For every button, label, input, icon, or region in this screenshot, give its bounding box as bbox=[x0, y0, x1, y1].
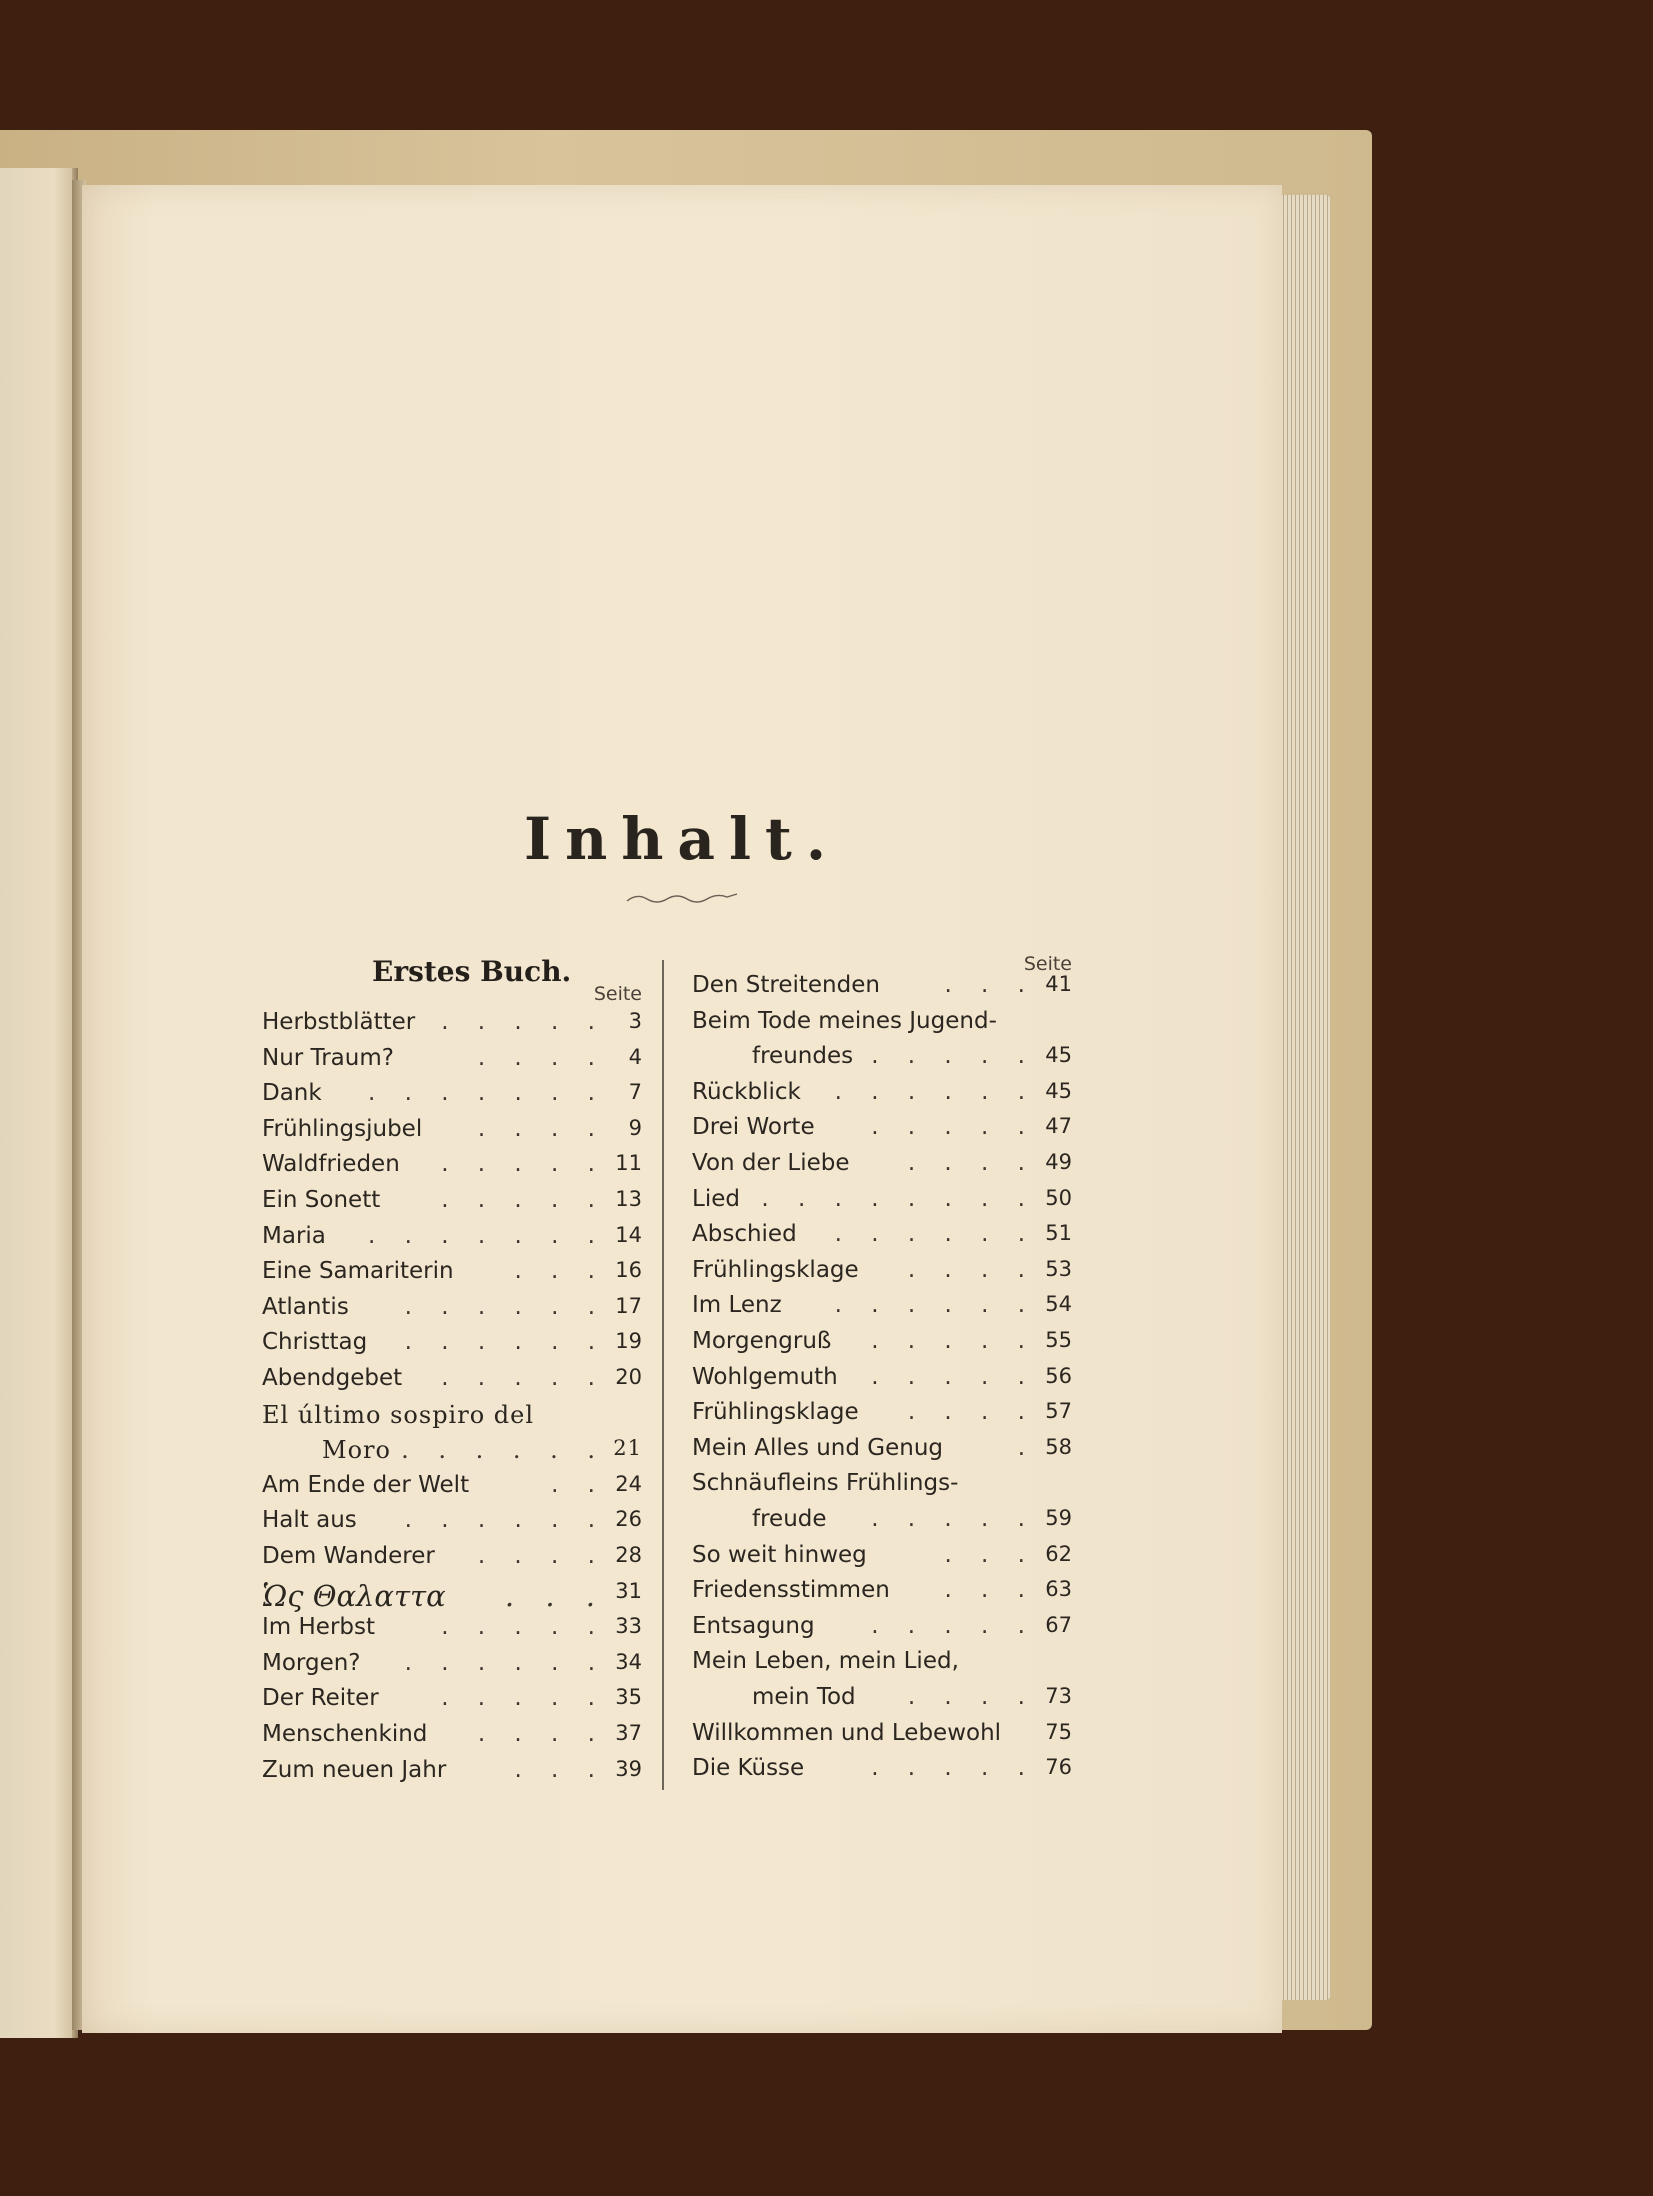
toc-entry bbox=[692, 1755, 1072, 1789]
toc-page-number: 33 bbox=[615, 1614, 642, 1639]
toc-page-number: 34 bbox=[615, 1649, 642, 1674]
toc-entry-title: Der Reiter bbox=[262, 1685, 379, 1712]
toc-leader-dots: . . . . . bbox=[441, 1009, 606, 1035]
toc-entry bbox=[262, 1507, 642, 1541]
toc-entry-title: Lied bbox=[692, 1185, 740, 1212]
toc-entry bbox=[692, 1150, 1072, 1184]
toc-entry-title: Wohlgemuth bbox=[692, 1363, 838, 1390]
toc-page-number: 7 bbox=[628, 1080, 642, 1105]
toc-entry-title: Nur Traum? bbox=[262, 1044, 394, 1071]
toc-entry-title: Entsagung bbox=[692, 1612, 815, 1639]
toc-entry-title: freude bbox=[752, 1506, 827, 1532]
toc-page-number: 35 bbox=[615, 1685, 642, 1710]
toc-entry-title: Herbstblätter bbox=[262, 1009, 416, 1035]
toc-entry-title: Abschied bbox=[692, 1221, 797, 1248]
toc-entry-title: Willkommen und Lebewohl bbox=[692, 1719, 1002, 1746]
toc-entry bbox=[692, 1399, 1072, 1433]
toc-entry-title: El último sospiro del bbox=[262, 1400, 535, 1429]
toc-page-number: 62 bbox=[1045, 1541, 1072, 1566]
toc-page-number: 49 bbox=[1045, 1150, 1072, 1174]
toc-entry bbox=[262, 1436, 642, 1470]
toc-leader-dots: . . . . . bbox=[871, 1506, 1036, 1532]
toc-entry-title: Ὡς Θαλαττα bbox=[262, 1578, 446, 1613]
toc-leader-dots: . . . bbox=[504, 1578, 606, 1613]
toc-leader-dots: . . . . . bbox=[441, 1614, 606, 1641]
toc-entry bbox=[262, 1365, 642, 1399]
toc-entry bbox=[692, 1684, 1072, 1718]
toc-leader-dots: . . . . . . . . bbox=[761, 1185, 1036, 1212]
toc-entry bbox=[692, 1114, 1072, 1148]
toc-entry bbox=[262, 1223, 642, 1257]
toc-leader-dots: . . . . bbox=[907, 1150, 1036, 1176]
column-divider bbox=[662, 960, 664, 1790]
toc-page-number: 58 bbox=[1045, 1434, 1072, 1459]
toc-entry-title: So weit hinweg bbox=[692, 1541, 867, 1568]
toc-leader-dots: . . . . . bbox=[441, 1151, 606, 1178]
toc-entry bbox=[692, 1257, 1072, 1291]
toc-page-number: 19 bbox=[615, 1329, 642, 1354]
toc-page-number: 53 bbox=[1045, 1256, 1072, 1281]
toc-entry-title: Beim Tode meines Jugend- bbox=[692, 1007, 997, 1034]
toc-leader-dots: . . . . . . . bbox=[367, 1222, 606, 1249]
toc-entry bbox=[692, 1328, 1072, 1362]
toc-entry-title: Frühlingsklage bbox=[692, 1399, 859, 1426]
toc-entry-title: Die Küsse bbox=[692, 1755, 805, 1782]
left-page-edge bbox=[0, 168, 78, 2038]
contents-page bbox=[82, 185, 1282, 2033]
toc-leader-dots: . . . . . . bbox=[834, 1221, 1036, 1248]
toc-leader-dots: . . . . . bbox=[871, 1114, 1036, 1141]
toc-entry-title: Maria bbox=[262, 1222, 326, 1249]
toc-entry-title: Ein Sonett bbox=[262, 1187, 381, 1213]
toc-leader-dots: . . . . . bbox=[871, 1755, 1036, 1782]
toc-leader-dots: . . . bbox=[514, 1258, 606, 1285]
toc-entry bbox=[692, 1043, 1072, 1077]
toc-entry bbox=[692, 1577, 1072, 1611]
toc-page-number: 47 bbox=[1045, 1114, 1072, 1139]
toc-page-number: 37 bbox=[615, 1721, 642, 1745]
toc-page-number: 45 bbox=[1045, 1043, 1072, 1068]
toc-leader-dots: . . . bbox=[514, 1756, 606, 1783]
toc-entry-title: freundes bbox=[752, 1043, 854, 1070]
toc-entry-title: Am Ende der Welt bbox=[262, 1471, 470, 1498]
toc-page-number: 54 bbox=[1045, 1292, 1072, 1317]
toc-leader-dots: . . . . . . bbox=[404, 1293, 606, 1320]
toc-page-number: 41 bbox=[1045, 972, 1072, 996]
toc-leader-dots: . . . . . bbox=[441, 1365, 606, 1391]
toc-leader-dots: . . . bbox=[944, 1541, 1036, 1568]
toc-entry-title: Zum neuen Jahr bbox=[262, 1756, 447, 1783]
toc-page-number: 21 bbox=[613, 1436, 642, 1461]
toc-entry-title: Menschenkind bbox=[262, 1721, 428, 1747]
toc-entry-title: Frühlingsklage bbox=[692, 1256, 859, 1283]
toc-page-number: 45 bbox=[1045, 1078, 1072, 1103]
toc-page-number: 63 bbox=[1045, 1577, 1072, 1602]
toc-entry-title: Christtag bbox=[262, 1329, 368, 1356]
toc-entry bbox=[692, 1186, 1072, 1220]
toc-entry-title: Friedensstimmen bbox=[692, 1577, 890, 1604]
toc-leader-dots: . . . . . bbox=[441, 1685, 606, 1712]
toc-entry-title: Drei Worte bbox=[692, 1114, 815, 1141]
toc-entry-title: Frühlingsjubel bbox=[262, 1115, 423, 1142]
toc-leader-dots: . . . bbox=[944, 972, 1036, 998]
toc-entry bbox=[262, 1650, 642, 1684]
toc-leader-dots: . . . . . bbox=[441, 1187, 606, 1213]
toc-page-number: 16 bbox=[615, 1258, 642, 1283]
toc-entry-title: Eine Samariterin bbox=[262, 1258, 454, 1285]
toc-entry-title: Waldfrieden bbox=[262, 1151, 400, 1178]
toc-entry bbox=[262, 1045, 642, 1079]
toc-leader-dots: . . . . bbox=[477, 1044, 606, 1071]
toc-entry-title: Mein Alles und Genug bbox=[692, 1434, 944, 1461]
toc-entry bbox=[692, 1435, 1072, 1469]
toc-entry-title: Morgen? bbox=[262, 1649, 361, 1676]
toc-page-number: 75 bbox=[1045, 1719, 1072, 1744]
toc-entry bbox=[692, 1364, 1072, 1398]
toc-leader-dots: . . . . . bbox=[871, 1328, 1036, 1354]
toc-leader-dots: . . . . bbox=[477, 1115, 606, 1142]
toc-entry bbox=[262, 1329, 642, 1363]
toc-leader-dots: . . . . . bbox=[871, 1612, 1036, 1639]
toc-entry-title: Morgengruß bbox=[692, 1328, 832, 1354]
toc-entry-title: Den Streitenden bbox=[692, 972, 880, 998]
toc-entry-title: Im Lenz bbox=[692, 1292, 782, 1319]
toc-leader-dots: . . . bbox=[944, 1577, 1036, 1604]
toc-entry bbox=[262, 1116, 642, 1150]
toc-page-number: 4 bbox=[628, 1044, 642, 1069]
section-heading: Erstes Buch. bbox=[372, 955, 572, 988]
toc-page-number: 26 bbox=[615, 1507, 642, 1532]
toc-leader-dots: . . . . . bbox=[871, 1043, 1036, 1070]
page-title: Inhalt. bbox=[523, 805, 841, 873]
toc-page-number: 3 bbox=[628, 1009, 642, 1033]
toc-entry bbox=[262, 1685, 642, 1719]
toc-page-number: 76 bbox=[1045, 1755, 1072, 1780]
page-column-label: Seite bbox=[593, 983, 642, 1005]
toc-entry-title: Schnäufleins Frühlings- bbox=[692, 1470, 959, 1497]
toc-entry bbox=[262, 1472, 642, 1506]
toc-entry bbox=[692, 1613, 1072, 1647]
toc-entry bbox=[692, 972, 1072, 1006]
toc-page-number: 17 bbox=[615, 1293, 642, 1318]
toc-entry-title: Abendgebet bbox=[262, 1365, 403, 1391]
page-column-label: Seite bbox=[1023, 953, 1072, 975]
toc-page-number: 67 bbox=[1045, 1612, 1072, 1637]
toc-page-number: 13 bbox=[615, 1187, 642, 1211]
page-block-edges bbox=[1280, 195, 1330, 2000]
toc-entry-title: Von der Liebe bbox=[692, 1150, 850, 1176]
toc-page-number: 73 bbox=[1045, 1684, 1072, 1708]
toc-leader-dots: . . . . bbox=[477, 1543, 606, 1569]
toc-page-number: 56 bbox=[1045, 1363, 1072, 1388]
toc-entry bbox=[262, 1294, 642, 1328]
toc-entry-title: Dank bbox=[262, 1080, 322, 1107]
toc-leader-dots: . . . . . . . bbox=[367, 1080, 606, 1107]
toc-leader-dots: . . . . . . bbox=[401, 1436, 606, 1465]
toc-entry-title: Halt aus bbox=[262, 1507, 357, 1534]
toc-page-number: 51 bbox=[1045, 1221, 1072, 1246]
toc-entry bbox=[692, 1079, 1072, 1113]
toc-leader-dots: . . bbox=[551, 1471, 606, 1498]
toc-page-number: 24 bbox=[615, 1471, 642, 1496]
toc-page-number: 57 bbox=[1045, 1399, 1072, 1424]
toc-entry bbox=[692, 1008, 1072, 1042]
toc-entry-title: Atlantis bbox=[262, 1293, 349, 1320]
toc-entry bbox=[262, 1614, 642, 1648]
toc-entry-title: Im Herbst bbox=[262, 1614, 376, 1641]
toc-entry bbox=[692, 1506, 1072, 1540]
toc-leader-dots: . . . . bbox=[907, 1684, 1036, 1710]
toc-entry bbox=[262, 1151, 642, 1185]
toc-entry bbox=[262, 1579, 642, 1613]
toc-page-number: 59 bbox=[1045, 1506, 1072, 1530]
toc-entry bbox=[262, 1009, 642, 1043]
toc-page-number: 28 bbox=[615, 1543, 642, 1567]
toc-page-number: 39 bbox=[615, 1756, 642, 1781]
toc-leader-dots: . . . . . bbox=[871, 1363, 1036, 1390]
toc-entry-title: Moro bbox=[322, 1436, 391, 1465]
toc-leader-dots: . bbox=[1017, 1434, 1036, 1461]
toc-leader-dots: . . . . bbox=[907, 1256, 1036, 1283]
toc-entry bbox=[692, 1221, 1072, 1255]
toc-entry bbox=[262, 1080, 642, 1114]
toc-entry bbox=[262, 1258, 642, 1292]
toc-entry bbox=[692, 1542, 1072, 1576]
toc-page-number: 11 bbox=[615, 1151, 642, 1176]
toc-entry bbox=[262, 1543, 642, 1577]
toc-entry-title: Rückblick bbox=[692, 1078, 801, 1105]
toc-page-number: 20 bbox=[615, 1365, 642, 1389]
toc-entry bbox=[262, 1757, 642, 1791]
toc-entry bbox=[692, 1648, 1072, 1682]
toc-leader-dots: . . . . bbox=[477, 1721, 606, 1747]
toc-entry bbox=[262, 1721, 642, 1755]
toc-leader-dots: . . . . . . bbox=[404, 1329, 606, 1356]
toc-leader-dots: . . . . . . bbox=[404, 1507, 606, 1534]
toc-entry-title: Dem Wanderer bbox=[262, 1543, 435, 1569]
toc-entry-title: mein Tod bbox=[752, 1684, 856, 1710]
toc-leader-dots: . . . . . . bbox=[404, 1649, 606, 1676]
toc-page-number: 14 bbox=[615, 1222, 642, 1247]
toc-entry bbox=[262, 1401, 642, 1435]
toc-entry bbox=[262, 1187, 642, 1221]
toc-page-number: 9 bbox=[628, 1115, 642, 1140]
toc-leader-dots: . . . . bbox=[907, 1399, 1036, 1426]
toc-page-number: 55 bbox=[1045, 1328, 1072, 1352]
toc-entry-title: Mein Leben, mein Lied, bbox=[692, 1648, 959, 1675]
toc-page-number: 31 bbox=[615, 1578, 642, 1603]
toc-page-number: 50 bbox=[1045, 1185, 1072, 1210]
toc-entry bbox=[692, 1470, 1072, 1504]
toc-leader-dots: . . . . . . bbox=[834, 1078, 1036, 1105]
toc-entry bbox=[692, 1720, 1072, 1754]
toc-leader-dots: . . . . . . bbox=[834, 1292, 1036, 1319]
toc-entry bbox=[692, 1292, 1072, 1326]
title-ornament bbox=[622, 889, 742, 909]
